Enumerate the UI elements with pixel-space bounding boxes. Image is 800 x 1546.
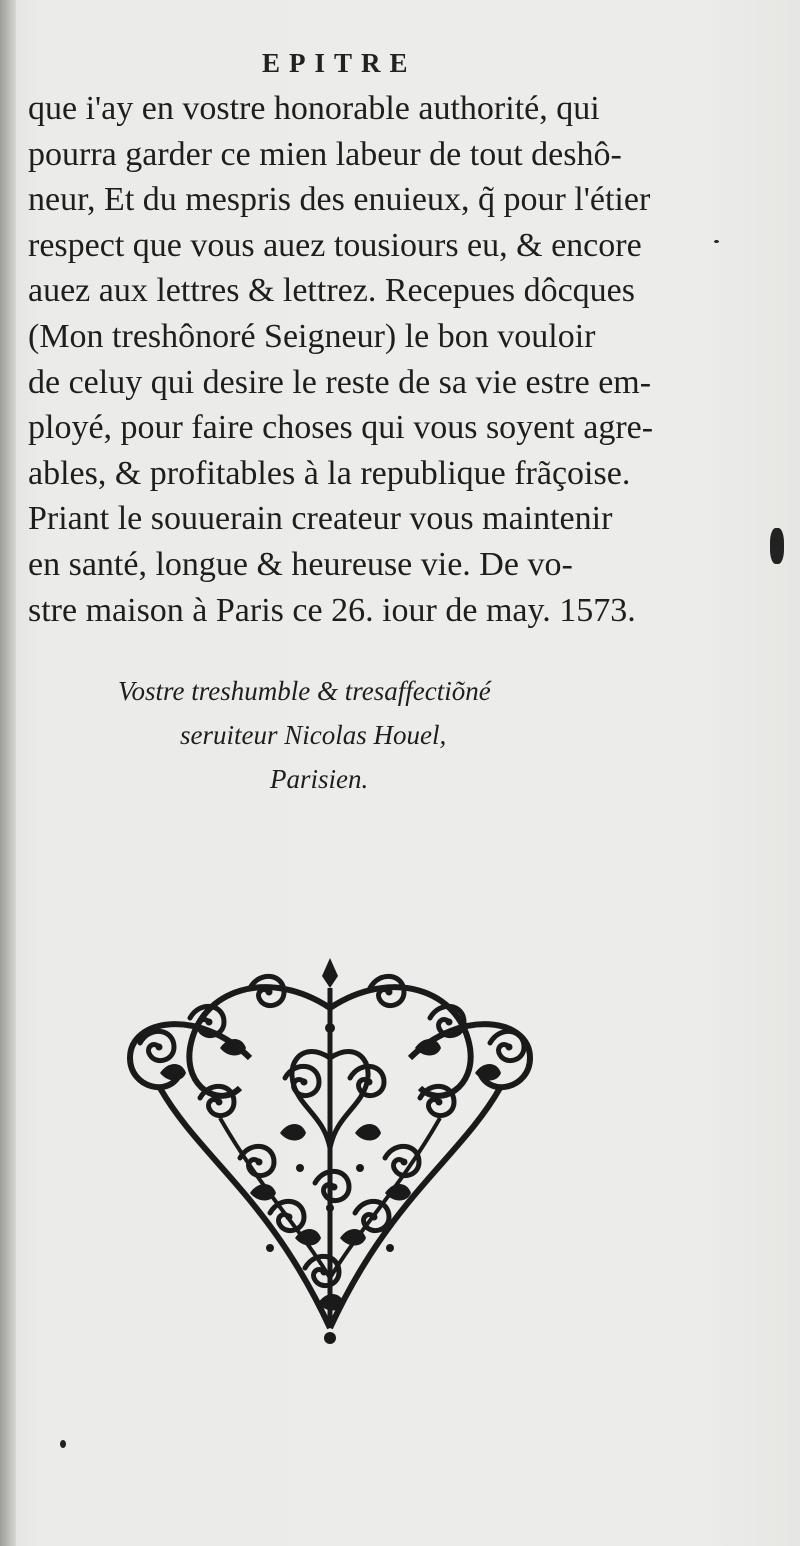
letter-body (28, 86, 708, 633)
text-line: de celuy qui desire le reste de sa vie estre em- (28, 363, 652, 401)
text-line: ables, & profitables à la republique frãçoise. (28, 454, 631, 492)
text-line: stre maison à Paris ce 26. iour de may. 1573. (28, 591, 636, 629)
signature-line: seruiteur Nicolas Houel, (180, 720, 447, 750)
text-line: pourra garder ce mien labeur de tout deshô- (28, 135, 622, 173)
ink-speck (714, 240, 719, 243)
text-line: en santé, longue & heureuse vie. De vo- (28, 545, 573, 583)
signature-line: Vostre treshumble & tresaffectiõné (118, 676, 491, 706)
running-head: EPITRE (262, 48, 417, 78)
text-line: Priant le souuerain createur vous maintenir (28, 500, 613, 538)
ink-speck (60, 1440, 66, 1448)
text-line: neur, Et du mespris des enuieux, q̃ pour l'étier (28, 181, 651, 219)
text-line: que i'ay en vostre honorable authorité, qui (28, 90, 600, 127)
signature-line: Parisien. (270, 764, 369, 794)
text-line: auez aux lettres & lettrez. Recepues dôcques (28, 272, 636, 310)
text-line: respect que vous auez tousiours eu, & encore (28, 226, 642, 264)
gutter-shadow (0, 0, 16, 1546)
fleuron-ornament (100, 948, 560, 1348)
ink-speck (770, 528, 784, 564)
text-line: ployé, pour faire choses qui vous soyent agre- (28, 409, 654, 447)
text-line: (Mon treshônoré Seigneur) le bon vouloir (28, 317, 596, 355)
